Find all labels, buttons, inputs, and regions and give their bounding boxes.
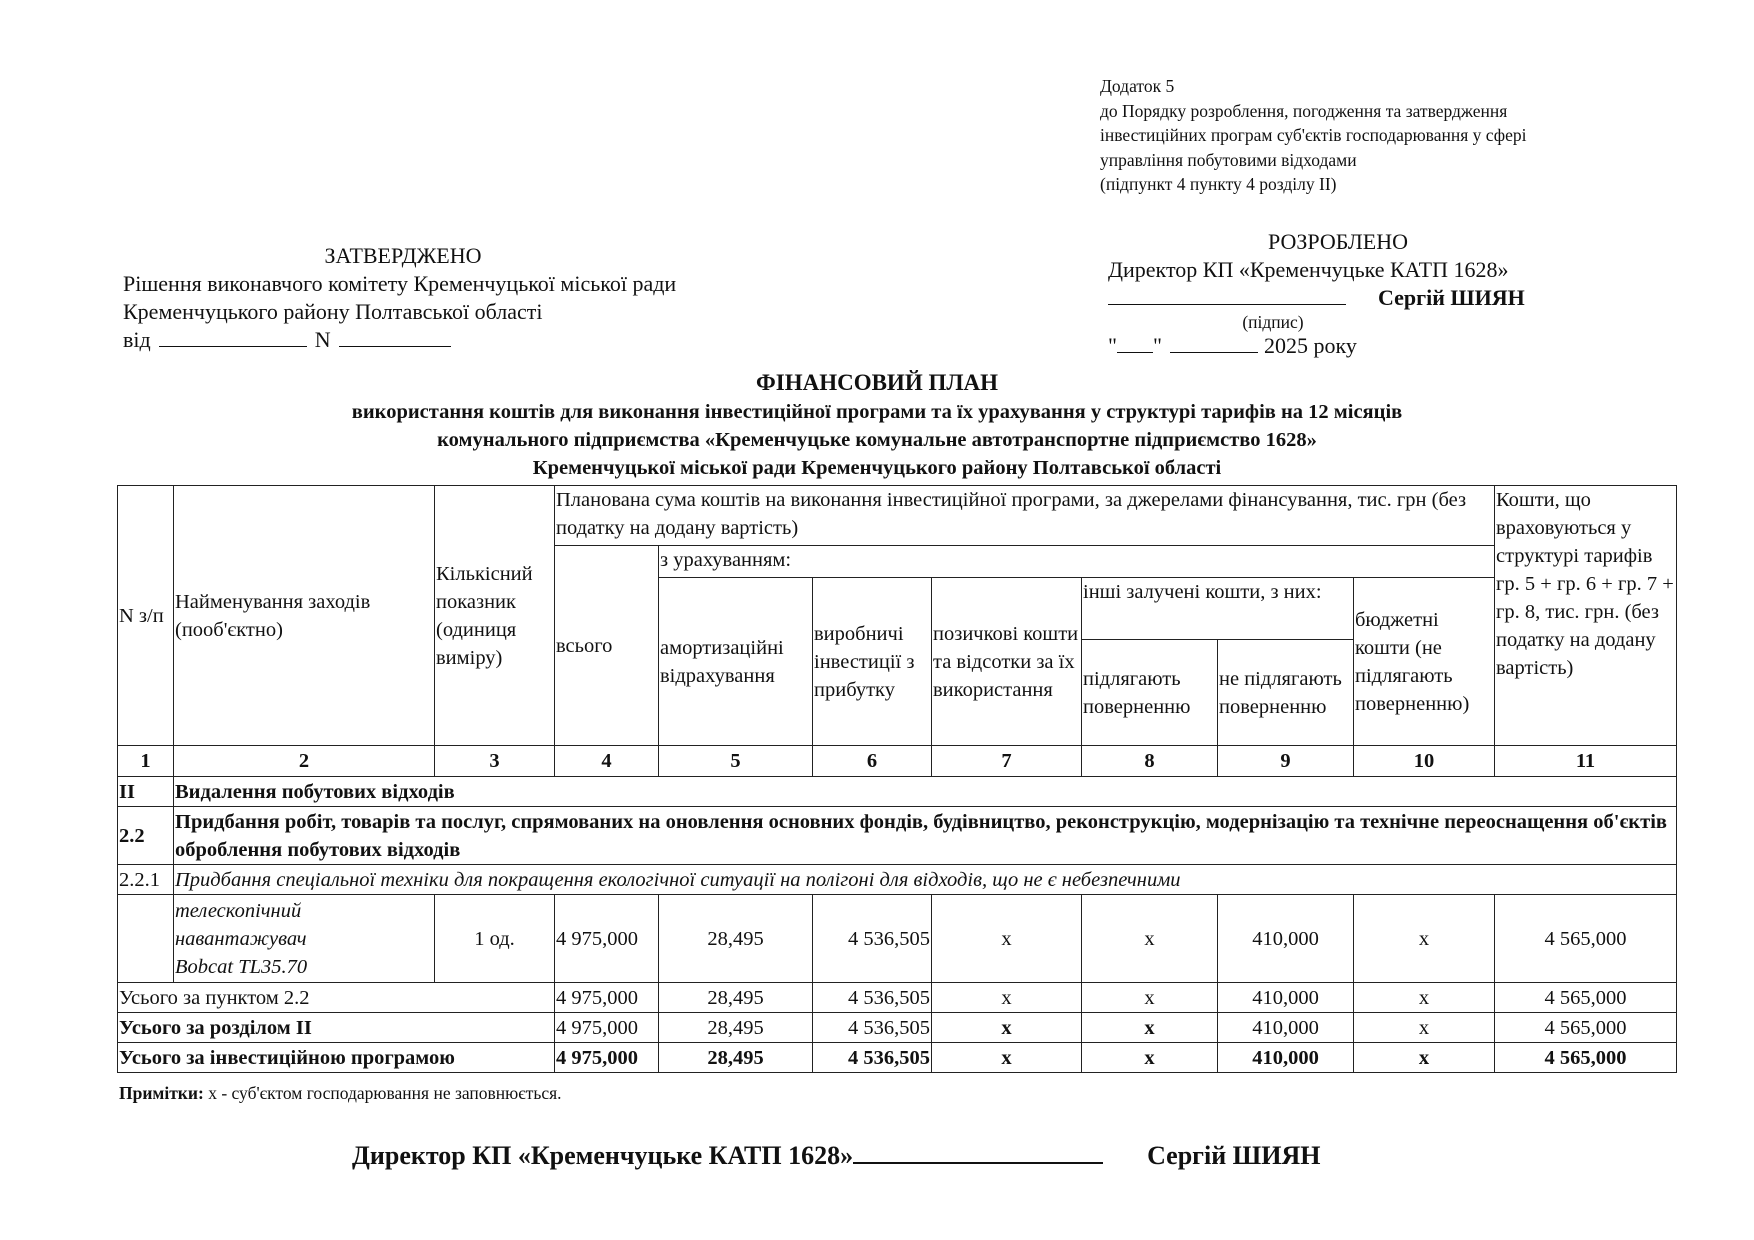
total-cell: 28,495 (659, 1043, 813, 1073)
table-note (119, 1083, 562, 1104)
col-num: 10 (1354, 746, 1495, 777)
header-budget: бюджетні кошти (не підлягають поверненню) (1354, 578, 1495, 746)
approved-heading: ЗАТВЕРДЖЕНО (324, 243, 482, 268)
approved-date-number (123, 326, 683, 354)
section-row (118, 777, 1677, 807)
total-cell: 4 975,000 (555, 983, 659, 1013)
header-num: N з/п (118, 486, 174, 746)
title-main: ФІНАНСОВИЙ ПЛАН (756, 370, 998, 395)
developed-heading: РОЗРОБЛЕНО (1267, 229, 1409, 254)
appendix-line: до Порядку розроблення, погодження та затвердження (1100, 100, 1508, 121)
col-num: 2 (174, 746, 435, 777)
col-num: 11 (1495, 746, 1677, 777)
header-name: Найменування заходів (пооб'єктно) (174, 486, 435, 746)
appendix-line: інвестиційних програм суб'єктів господарювання у сфері (1100, 125, 1527, 145)
total-cell: 28,495 (659, 983, 813, 1013)
appendix-line: (підпункт 4 пункту 4 розділу ІІ) (1100, 174, 1337, 194)
total-cell: 410,000 (1218, 1043, 1354, 1073)
col-num: 4 (555, 746, 659, 777)
appendix-line: Додаток 5 (1100, 76, 1175, 96)
item-name-line: Bobcat TL35.70 (175, 955, 308, 978)
header-planned: Планована сума коштів на виконання інвестиційної програми, за джерелами фінансування, тис. грн (без податку на додану вартість) (555, 486, 1495, 546)
total-cell: x (932, 983, 1082, 1013)
total-row-subsection (118, 983, 1677, 1013)
developer-position: Директор КП «Кременчуцьке КАТП 1628» (1108, 257, 1509, 282)
item-tariff: 4 565,000 (1495, 895, 1677, 983)
total-cell: 410,000 (1218, 1013, 1354, 1043)
total-cell: 4 975,000 (555, 1013, 659, 1043)
col-num: 5 (659, 746, 813, 777)
total-cell: x (1354, 1013, 1495, 1043)
signature-blank[interactable] (1108, 286, 1346, 305)
financial-plan-table (117, 485, 1677, 1073)
header-loans: позичкові кошти та відсотки за їх використання (932, 578, 1082, 746)
item-returnable: x (1082, 895, 1218, 983)
total-cell: 4 565,000 (1495, 1043, 1677, 1073)
header-returnable: підлягають поверненню (1082, 640, 1218, 746)
total-label: Усього за пунктом 2.2 (118, 983, 555, 1013)
total-cell: x (932, 1013, 1082, 1043)
title-line-2: комунального підприємства «Кременчуцьке комунальне автотранспортне підприємство 1628» (437, 429, 1317, 451)
item-name (174, 895, 435, 983)
subsection-row (118, 807, 1677, 865)
item-group-row (118, 865, 1677, 895)
header-production: виробничі інвестиції з прибутку (813, 578, 932, 746)
item-name-line: телескопічний (175, 899, 302, 922)
footer-signature-blank[interactable] (853, 1140, 1103, 1164)
item-name-line: навантажувач (175, 927, 307, 950)
footer-position: Директор КП «Кременчуцьке КАТП 1628» (352, 1141, 854, 1170)
quote-open: " (1108, 333, 1117, 358)
item-loans: x (932, 895, 1082, 983)
item-budget: x (1354, 895, 1495, 983)
total-cell: 4 536,505 (813, 983, 932, 1013)
total-label: Усього за розділом II (118, 1013, 555, 1043)
col-num: 6 (813, 746, 932, 777)
number-blank[interactable] (339, 328, 451, 347)
col-num: 3 (435, 746, 555, 777)
note-label: Примітки: (119, 1083, 204, 1103)
date-blank[interactable] (159, 328, 307, 347)
item-group-title: Придбання спеціальної техніки для покращення екологічної ситуації на полігоні для відходів, що не є небезпечними (174, 865, 1677, 895)
item-non-returnable: 410,000 (1218, 895, 1354, 983)
header-non-returnable: не підлягають поверненню (1218, 640, 1354, 746)
column-number-row (118, 746, 1677, 777)
header-including: з урахуванням: (659, 546, 1495, 578)
section-num: II (118, 777, 174, 807)
footer-signature (352, 1140, 1320, 1171)
total-cell: x (1354, 1043, 1495, 1073)
month-blank[interactable] (1170, 334, 1258, 353)
col-num: 9 (1218, 746, 1354, 777)
total-cell: 4 975,000 (555, 1043, 659, 1073)
developed-date (1108, 332, 1568, 360)
total-cell: x (1354, 983, 1495, 1013)
approved-decision-line: Рішення виконавчого комітету Кременчуцької міської ради (123, 271, 677, 296)
day-blank[interactable] (1117, 334, 1153, 353)
signature-caption: (підпис) (1242, 312, 1304, 332)
total-cell: x (1082, 1043, 1218, 1073)
title-line-1: використання коштів для виконання інвестиційної програми та їх урахування у структурі тарифів на 12 місяців (351, 401, 1403, 423)
col-num: 7 (932, 746, 1082, 777)
subsection-title: Придбання робіт, товарів та послуг, спрямованих на оновлення основних фондів, будівництво, реконструкцію, модернізацію та технічне переоснащення об'єктів оброблення побутових відходів (174, 807, 1677, 865)
total-cell: 4 536,505 (813, 1043, 932, 1073)
item-group-num: 2.2.1 (118, 865, 174, 895)
total-cell: 410,000 (1218, 983, 1354, 1013)
col-num: 8 (1082, 746, 1218, 777)
appendix-reference (1100, 74, 1526, 197)
total-cell: x (1082, 983, 1218, 1013)
col-num: 1 (118, 746, 174, 777)
total-cell: x (1082, 1013, 1218, 1043)
section-title: Видалення побутових відходів (174, 777, 1677, 807)
date-prefix: від (123, 327, 151, 352)
subsection-num: 2.2 (118, 807, 174, 865)
number-prefix: N (314, 327, 331, 352)
year-text: 2025 року (1263, 333, 1357, 358)
total-cell: x (932, 1043, 1082, 1073)
approved-block (123, 242, 683, 354)
developer-signature-line (1108, 284, 1568, 312)
header-quantity: Кількісний показник (одиниця виміру) (435, 486, 555, 746)
item-num (118, 895, 174, 983)
footer-name: Сергій ШИЯН (1147, 1141, 1321, 1170)
note-text: x - суб'єктом господарювання не заповнюється. (203, 1083, 562, 1103)
total-row-section (118, 1013, 1677, 1043)
title-line-3: Кременчуцької міської ради Кременчуцького району Полтавської області (532, 457, 1222, 479)
header-tariff: Кошти, що враховуються у структурі тарифів гр. 5 + гр. 6 + гр. 7 + гр. 8, тис. грн. (без податку на додану вартість) (1495, 486, 1677, 746)
approved-district-line: Кременчуцького району Полтавської області (123, 299, 543, 324)
total-label: Усього за інвестиційною програмою (118, 1043, 555, 1073)
total-cell: 4 565,000 (1495, 1013, 1677, 1043)
item-quantity: 1 од. (435, 895, 555, 983)
total-row-program (118, 1043, 1677, 1073)
total-cell: 4 565,000 (1495, 983, 1677, 1013)
item-production: 4 536,505 (813, 895, 932, 983)
total-cell: 4 536,505 (813, 1013, 932, 1043)
appendix-line: управління побутовими відходами (1100, 149, 1357, 170)
developed-block (1108, 228, 1568, 360)
total-cell: 28,495 (659, 1013, 813, 1043)
item-amortization: 28,495 (659, 895, 813, 983)
table-row (118, 895, 1677, 983)
quote-close: " (1152, 333, 1162, 358)
header-other: інші залучені кошти, з них: (1082, 578, 1354, 640)
developer-name: Сергій ШИЯН (1378, 285, 1525, 310)
item-total: 4 975,000 (555, 895, 659, 983)
document-title (0, 368, 1754, 482)
header-total: всього (555, 546, 659, 746)
header-amortization: амортизаційні відрахування (659, 578, 813, 746)
